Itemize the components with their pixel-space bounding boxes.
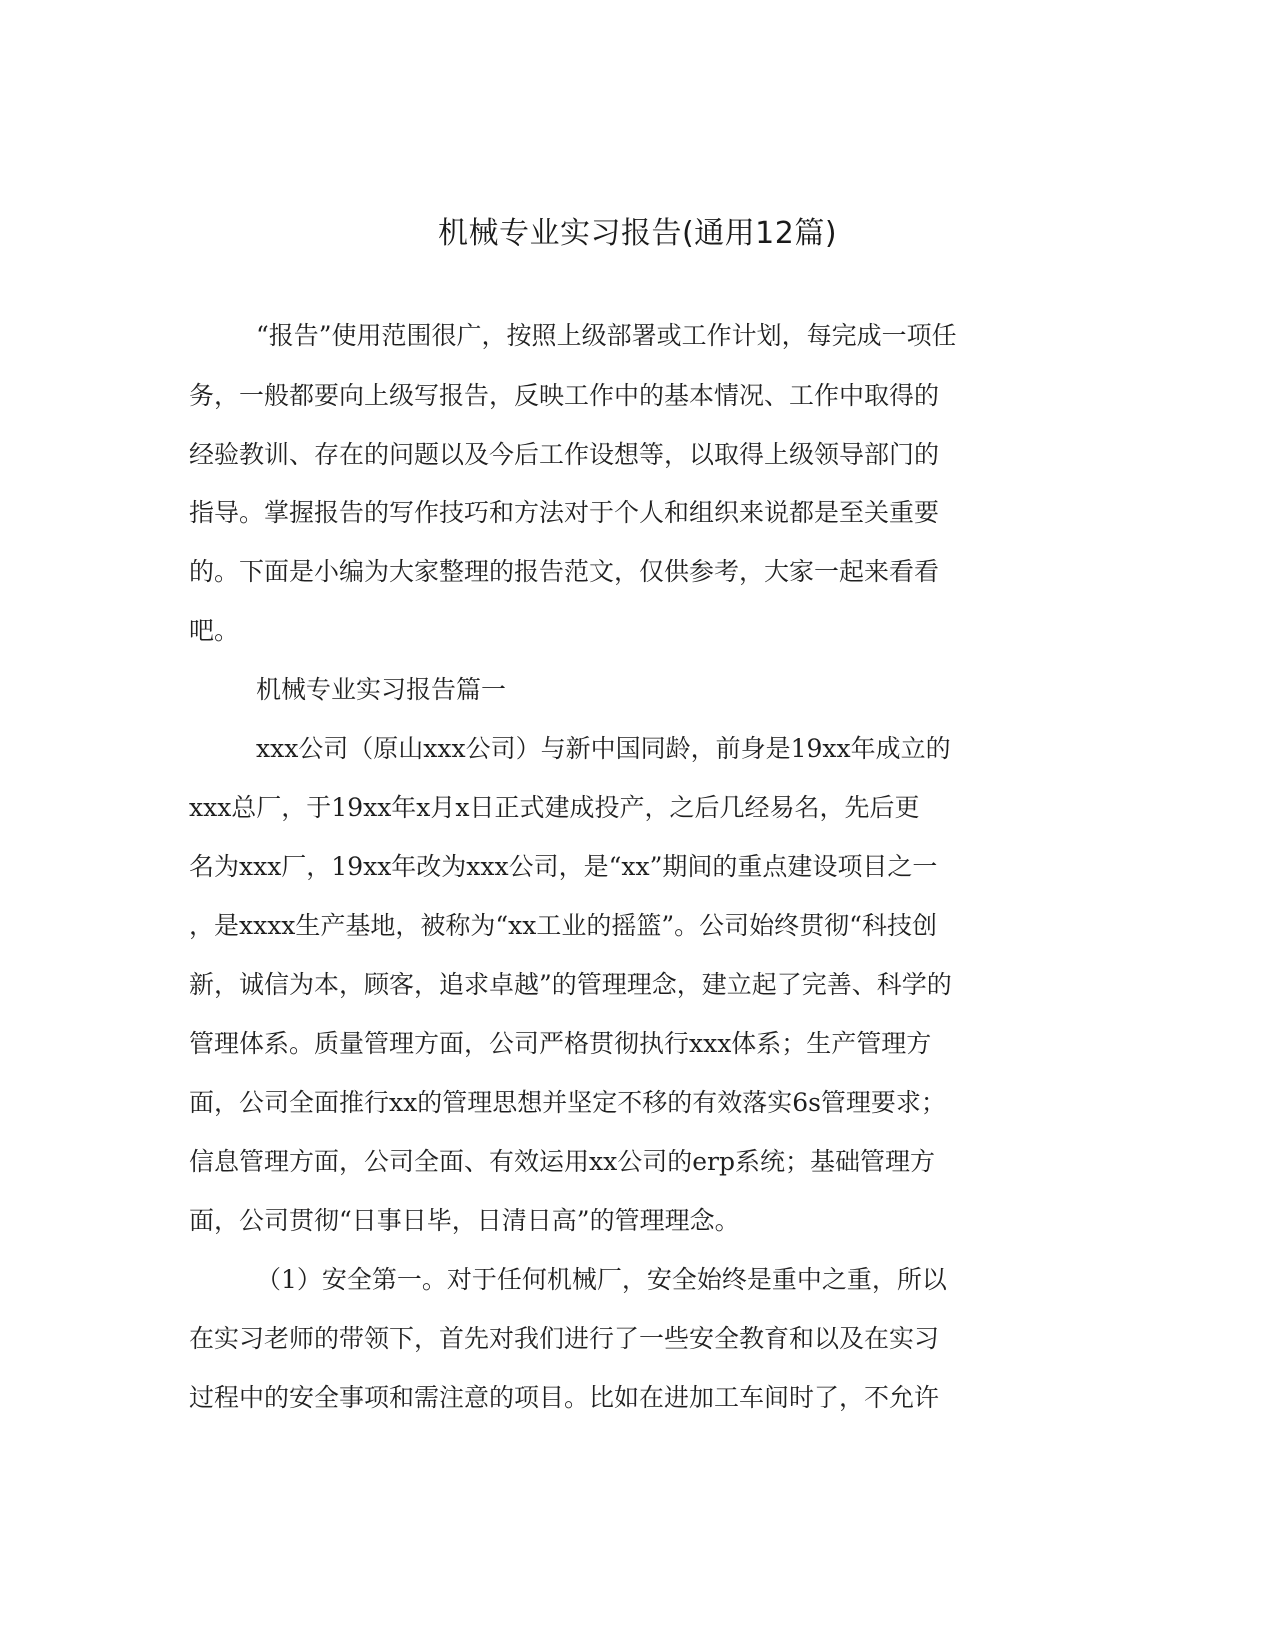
company-line-5: 新，诚信为本，顾客，追求卓越”的管理理念，建立起了完善、科学的	[189, 970, 952, 999]
intro-line-4: 指导。掌握报告的写作技巧和方法对于个人和组织来说都是至关重要	[189, 498, 940, 527]
company-line-4: ，是xxxx生产基地，被称为“xx工业的摇篮”。公司始终贯彻“科技创	[189, 911, 937, 940]
company-line-1: xxx公司（原山xxx公司）与新中国同龄，前身是19xx年成立的	[256, 734, 951, 763]
document-title: 机械专业实习报告(通用12篇)	[437, 216, 838, 251]
intro-line-5: 的。下面是小编为大家整理的报告范文，仅供参考，大家一起来看看	[189, 557, 940, 586]
company-line-8: 信息管理方面，公司全面、有效运用xx公司的erp系统；基础管理方	[189, 1147, 935, 1176]
company-line-9: 面，公司贯彻“日事日毕，日清日高”的管理理念。	[189, 1206, 740, 1235]
safety-line-3: 过程中的安全事项和需注意的项目。比如在进加工车间时了，不允许	[189, 1383, 940, 1412]
intro-line-2: 务，一般都要向上级写报告，反映工作中的基本情况、工作中取得的	[189, 381, 940, 410]
company-line-7: 面，公司全面推行xx的管理思想并坚定不移的有效落实6s管理要求；	[189, 1088, 946, 1117]
safety-line-2: 在实习老师的带领下，首先对我们进行了一些安全教育和以及在实习	[189, 1324, 940, 1353]
section-heading: 机械专业实习报告篇一	[256, 675, 507, 704]
intro-line-6: 吧。	[189, 616, 240, 645]
safety-line-1: （1）安全第一。对于任何机械厂，安全始终是重中之重，所以	[256, 1265, 947, 1294]
intro-line-1: “报告”使用范围很广，按照上级部署或工作计划，每完成一项任	[256, 321, 957, 350]
company-line-2: xxx总厂，于19xx年x月x日正式建成投产，之后几经易名，先后更	[189, 793, 920, 822]
company-line-3: 名为xxx厂，19xx年改为xxx公司，是“xx”期间的重点建设项目之一	[189, 852, 938, 881]
intro-line-3: 经验教训、存在的问题以及今后工作设想等，以取得上级领导部门的	[189, 440, 940, 469]
company-line-6: 管理体系。质量管理方面，公司严格贯彻执行xxx体系；生产管理方	[189, 1029, 932, 1058]
